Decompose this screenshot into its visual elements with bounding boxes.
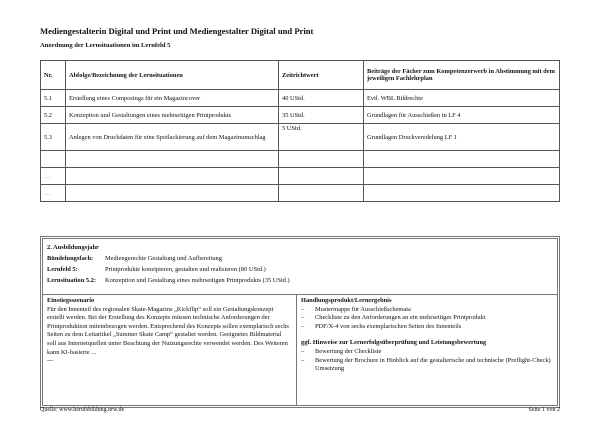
hint-item	[301, 348, 553, 357]
scenario-text: Für den Innenteil des regionalen Skate-Magazins „Kickflip“ soll ein Gestaltungskonzept erstellt werden. Bei der Erstellung des Konzepts müssen technische Anforderungen der Printproduktion miteinbezogen werden. Entsprechend des Konzepts sollen exemplarisch sechs Seiten zu dem Leitartikel „Summer Skate Camp“ gestaltet werden. Geeignetes Bildmaterial soll aus Internetquellen unter Beachtung der Nutzungsrechte verwendet werden. Des Weiteren kann KI-basierte ...	[47, 305, 289, 356]
header-abfolge: Abfolge/Bezeichnung der Lernsituationen	[66, 61, 279, 90]
product-item	[301, 323, 553, 332]
cell-abfolge: Erstellung eines Composings für ein Magazincover	[66, 90, 279, 107]
lernfeld-label: Lernfeld 5:	[47, 266, 78, 273]
lernsituation-value: Konzeption und Gestaltung eines mehrseitigen Printprodukts (35 UStd.)	[105, 277, 290, 284]
cell-nr: …	[41, 185, 66, 202]
lernfeld-value: Printprodukte konzipieren, gestalten und realisieren (80 UStd.)	[105, 266, 266, 273]
table-row	[41, 168, 560, 185]
cell-abfolge: Anlegen von Druckdaten für eine Spotlackierung auf dem Magazinumschlag	[66, 124, 279, 151]
dash-bullet: –	[301, 305, 305, 313]
table-row	[41, 124, 560, 151]
product-column	[297, 295, 557, 405]
cell-nr: 5.1	[41, 90, 66, 107]
situation-header	[43, 239, 557, 295]
product-item	[301, 306, 553, 315]
dash-bullet: –	[301, 314, 305, 322]
product-item-text: PDF/X-4 von sechs exemplarischen Seiten des Innenteils	[315, 322, 462, 330]
lernsituation-label: Lernsituation 5.2:	[47, 277, 96, 284]
cell-abfolge: Konzeption und Gestaltungen eines mehrseitigen Printprodukts	[66, 107, 279, 124]
cell-abfolge	[66, 168, 279, 185]
document-title: Mediengestalterin Digital und Print und Mediengestalter Digital und Print	[40, 26, 314, 36]
cell-zeit	[279, 151, 364, 168]
hint-item-text: Bewertung der Checkliste	[315, 347, 382, 355]
lernsituation-box	[40, 236, 560, 408]
product-item-text: Checkliste zu den Anforderungen an ein mehrseitiges Printprodukt	[315, 314, 486, 322]
cell-zeit	[279, 185, 364, 202]
table-row	[41, 151, 560, 168]
dash-bullet: –	[301, 356, 305, 364]
cell-zeit: 5 UStd.	[279, 124, 364, 151]
cell-abfolge	[66, 185, 279, 202]
cell-beitraege	[364, 185, 560, 202]
cell-zeit: 40 UStd.	[279, 90, 364, 107]
dash-bullet: –	[301, 347, 305, 355]
cell-beitraege	[364, 151, 560, 168]
header-beitraege: Beiträge der Fächer zum Kompetenzerwerb in Abstimmung mit dem jeweiligen Fachlehrplan	[364, 61, 560, 90]
hint-item	[301, 357, 553, 374]
cell-abfolge	[66, 151, 279, 168]
product-item	[301, 314, 553, 323]
cell-beitraege: Grundlagen für Ausschießen in LF 4	[364, 107, 560, 124]
cell-zeit: 35 UStd.	[279, 107, 364, 124]
cell-nr: 5.3	[41, 124, 66, 151]
cell-nr	[41, 151, 66, 168]
scenario-more: ---	[47, 357, 54, 365]
cell-beitraege: Grundlagen Druckveredelung LF 1	[364, 124, 560, 151]
header-nr: Nr.	[41, 61, 66, 90]
cell-beitraege: Evtl. WBL Bildrechte	[364, 90, 560, 107]
header-zeit: Zeitrichtwert	[279, 61, 364, 90]
cell-zeit	[279, 168, 364, 185]
fach-value: Mediengerechte Gestaltung und Aufbereitung	[105, 255, 222, 262]
lernsituationen-table	[40, 60, 560, 202]
cell-beitraege	[364, 168, 560, 185]
table-header-row	[41, 61, 560, 90]
hint-item-text: Bewertung der Brochure in Hinblick auf die gestalterische und technische (Preflight-Check) Umsetzung	[315, 356, 551, 373]
cell-nr: 5.2	[41, 107, 66, 124]
dash-bullet: –	[301, 322, 305, 330]
ausbildungsjahr: 2. Ausbildungsjahr	[47, 244, 99, 251]
table-row	[41, 90, 560, 107]
table-row	[41, 107, 560, 124]
footer-page-number: Seite 1 von 2	[528, 407, 560, 413]
cell-nr: …	[41, 168, 66, 185]
table-row	[41, 185, 560, 202]
product-title: Handlungsprodukt/Lernergebnis	[301, 297, 392, 304]
product-item-text: Mustermappe für Ausschießschemata	[315, 305, 411, 313]
fach-label: Bündelungsfach:	[47, 255, 94, 262]
hints-title: ggf. Hinweise zur Lernerfolgsüberprüfung und Leistungsbewertung	[301, 339, 487, 347]
document-subtitle: Anordnung der Lernsituationen im Lernfeld 5	[40, 42, 171, 49]
footer-source: Quelle: www.berufsbildung.nrw.de	[40, 407, 125, 413]
scenario-column	[43, 295, 297, 405]
scenario-title: Einstiegsszenario	[47, 297, 95, 304]
